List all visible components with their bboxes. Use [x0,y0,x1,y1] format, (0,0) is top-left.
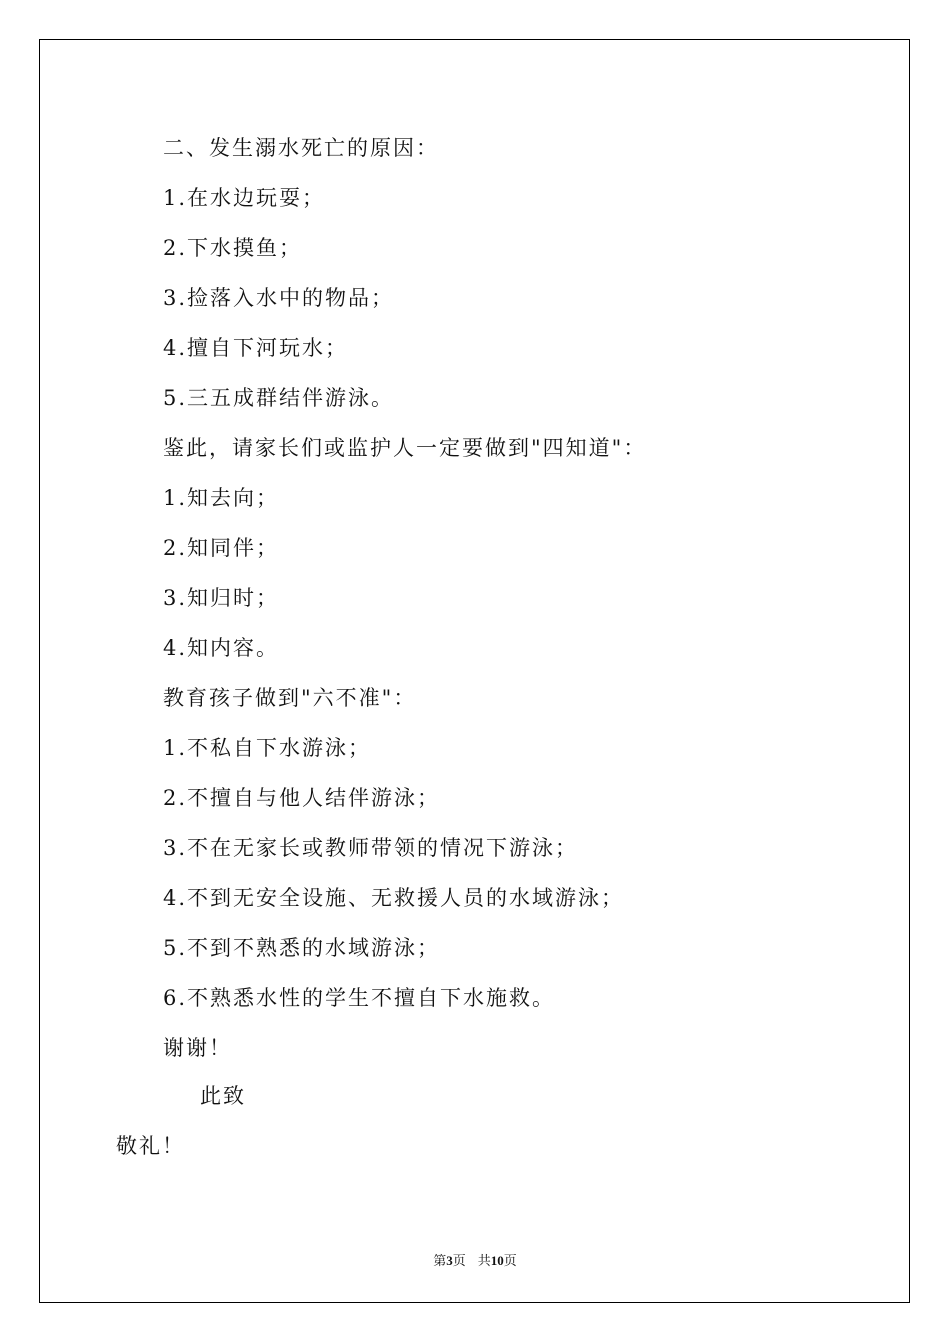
six-nots-item-5: 5.不到不熟悉的水域游泳； [163,936,441,960]
closing-jingli: 敬礼！ [116,1134,185,1158]
four-knows-heading: 鉴此，请家长们或监护人一定要做到"四知道"： [163,436,647,460]
page-border [39,39,910,1303]
cause-item-3: 3.捡落入水中的物品； [163,286,395,310]
four-knows-item-2: 2.知同伴； [163,536,280,560]
six-nots-item-2: 2.不擅自与他人结伴游泳； [163,786,441,810]
footer-page-suffix: 页 [452,1253,466,1268]
six-nots-item-3: 3.不在无家长或教师带领的情况下游泳； [163,836,579,860]
six-nots-heading: 教育孩子做到"六不准"： [163,686,417,710]
four-knows-item-3: 3.知归时； [163,586,280,610]
six-nots-item-6: 6.不熟悉水性的学生不擅自下水施救。 [163,986,556,1010]
six-nots-item-1: 1.不私自下水游泳； [163,736,372,760]
cause-item-1: 1.在水边玩耍； [163,186,326,210]
thanks-line: 谢谢！ [163,1036,232,1060]
footer-total-prefix: 共 [477,1253,491,1268]
footer-page-prefix: 第 [433,1253,447,1268]
cause-item-2: 2.下水摸鱼； [163,236,303,260]
cause-item-5: 5.三五成群结伴游泳。 [163,386,395,410]
footer-total-pages: 10 [490,1253,504,1268]
footer-total-suffix: 页 [503,1253,517,1268]
six-nots-item-4: 4.不到无安全设施、无救援人员的水域游泳； [163,886,625,910]
footer-page-current: 3 [446,1253,453,1268]
section-heading-causes: 二、发生溺水死亡的原因： [163,136,439,160]
page-footer [0,1250,950,1269]
closing-cizhi: 此致 [200,1084,246,1108]
four-knows-item-4: 4.知内容。 [163,636,280,660]
four-knows-item-1: 1.知去向； [163,486,280,510]
cause-item-4: 4.擅自下河玩水； [163,336,349,360]
